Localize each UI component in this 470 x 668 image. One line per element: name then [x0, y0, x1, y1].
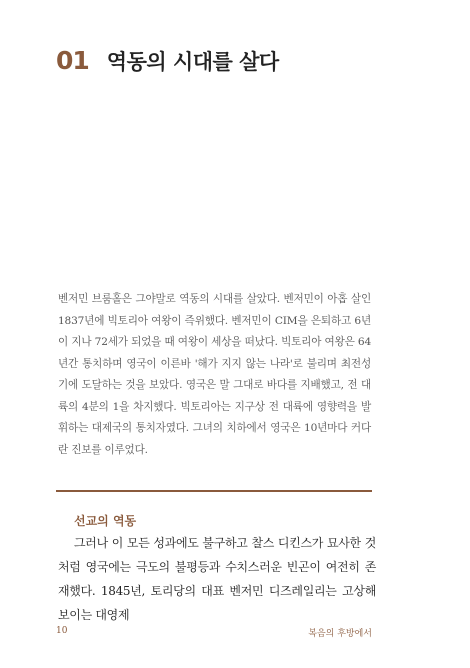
chapter-number: 01 [56, 46, 89, 75]
chapter-heading [56, 46, 279, 76]
section-divider [56, 490, 372, 492]
intro-paragraph: 벤저민 브룸홀은 그야말로 역동의 시대를 살았다. 벤저민이 아홉 살인 1837년에 빅토리아 여왕이 즉위했다. 벤저민이 CIM을 은퇴하고 6년이 지나 72세가 되었을 때 여왕이 세상을 떠났다. 빅토리아 여왕은 64년간 통치하며 영국이 이른바 '해가 지지 않는 나라'로 불리며 최전성기에 도달하는 것을 보았다. 영국은 말 그대로 바다를 지배했고, 전 대륙의 4분의 1을 차지했다. 빅토리아는 지구상 전 대륙에 영향력을 발휘하는 대제국의 통치자였다. 그녀의 치하에서 영국은 10년마다 커다란 진보를 이루었다. [58, 293, 371, 456]
page-number: 10 [56, 626, 68, 636]
chapter-title: 역동의 시대를 살다 [106, 50, 279, 74]
section-title: 선교의 역동 [74, 514, 137, 528]
running-footer-title: 복음의 후방에서 [308, 629, 372, 639]
body-paragraph: 그러나 이 모든 성과에도 불구하고 찰스 디킨스가 묘사한 것처럼 영국에는 극도의 불평등과 수치스러운 빈곤이 여전히 존재했다. 1845년, 토리당의 대표 벤저민 디즈레일리는 고상해 보이는 대영제 [58, 536, 376, 622]
